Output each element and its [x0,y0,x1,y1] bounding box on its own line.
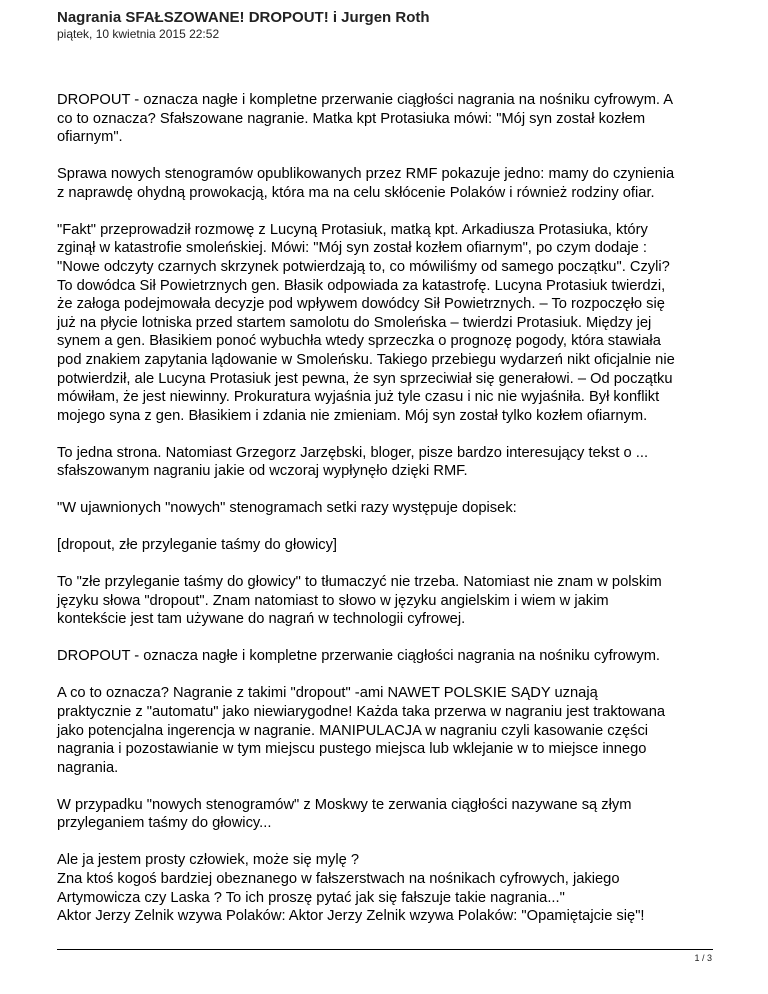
paragraph-3: "Fakt" przeprowadził rozmowę z Lucyną Protasiuk, matką kpt. Arkadiusza Protasiuka, który zginął w katastrofie smoleńskiej. Mówi: "Mój syn został kozłem ofiarnym", po czym dodaje : "Nowe odczyty czarnych skrzynek potwierdzają to, co mówiliśmy od samego początku". Czyli? To dowódca Sił Powietrznych gen. Błasik odpowiada za katastrofę. Lucyna Protasiuk twierdzi, że załoga podejmowała decyzje pod wpływem dowódcy Sił Powietrznych. – To rozpoczęło się już na płycie lotniska przed startem samolotu do Smoleńska – twierdzi Protasiuk. Między jej synem a gen. Błasikiem ponoć wybuchła wtedy sprzeczka o prognozę pogody, która stawiała pod znakiem zapytania lądowanie w Smoleńsku. Takiego przebiegu wydarzeń nikt oficjalnie nie potwierdził, ale Lucyna Protasiuk jest pewna, że syn sprzeciwiał się generałowi. – Od początku mówiłam, że jest niewinny. Prokuratura wyjaśnia już tyle czasu i nic nie wyjaśniła. Był konflikt mojego syna z gen. Błasikiem i zdania nie zmieniam. Mój syn został tylko kozłem ofiarnym. [57,221,675,424]
article-date: piątek, 10 kwietnia 2015 22:52 [57,27,220,41]
paragraph-1: DROPOUT - oznacza nagłe i kompletne przerwanie ciągłości nagrania na nośniku cyfrowym. A co to oznacza? Sfałszowane nagranie. Matka kpt Protasiuka mówi: "Mój syn został kozłem ofiarnym". [57,92,674,146]
paragraph-6: [dropout, złe przyleganie taśmy do głowicy] [57,537,338,554]
paragraph-2: Sprawa nowych stenogramów opublikowanych przez RMF pokazuje jedno: mamy do czynienia z naprawdę ohydną prowokacją, która ma na celu skłócenie Polaków i również rodziny ofiar. [57,166,675,201]
paragraph-4: To jedna strona. Natomiast Grzegorz Jarzębski, bloger, pisze bardzo interesujący tekst o ... sfałszowanym nagraniu jakie od wczoraj wypłynęło dzięki RMF. [57,444,649,480]
article-title: Nagrania SFAŁSZOWANE! DROPOUT! i Jurgen Roth [57,9,430,26]
paragraph-9: A co to oznacza? Nagranie z takimi "dropout" -ami NAWET POLSKIE SĄDY uznają praktycznie z "automatu" jako niewiarygodne! Każda taka przerwa w nagraniu jest traktowana jako potencjalna ingerencja w nagranie. MANIPULACJA w nagraniu czyli kasowanie części nagrania i pozostawianie w tym miejscu pustego miejsca lub wklejanie w to miejsce innego nagrania. [57,685,666,776]
document-header [57,9,717,42]
paragraph-10: W przypadku "nowych stenogramów" z Moskwy te zerwania ciągłości nazywane są złym przyleganiem taśmy do głowicy... [57,796,632,832]
footer-divider [57,949,713,950]
page-number: 1 / 3 [694,953,712,963]
article-body [57,91,719,926]
paragraph-11: Ale ja jestem prosty człowiek, może się mylę ? Zna ktoś kogoś bardziej obeznanego w fałszerstwach na nośnikach cyfrowych, jakiego Artymowicza czy Laska ? To ich proszę pytać jak się fałszuje takie nagrania..." Aktor Jerzy Zelnik wzywa Polaków: Aktor Jerzy Zelnik wzywa Polaków: "Opamiętajcie się"! [57,852,645,925]
paragraph-8: DROPOUT - oznacza nagłe i kompletne przerwanie ciągłości nagrania na nośniku cyfrowym. [57,648,661,665]
paragraph-7: To "złe przyleganie taśmy do głowicy" to tłumaczyć nie trzeba. Natomiast nie znam w polskim języku słowa "dropout". Znam natomiast to słowo w języku angielskim i wiem w jakim kontekście jest tam używane do nagrań w technologii cyfrowej. [57,574,662,628]
paragraph-5: "W ujawnionych "nowych" stenogramach setki razy występuje dopisek: [57,500,517,517]
